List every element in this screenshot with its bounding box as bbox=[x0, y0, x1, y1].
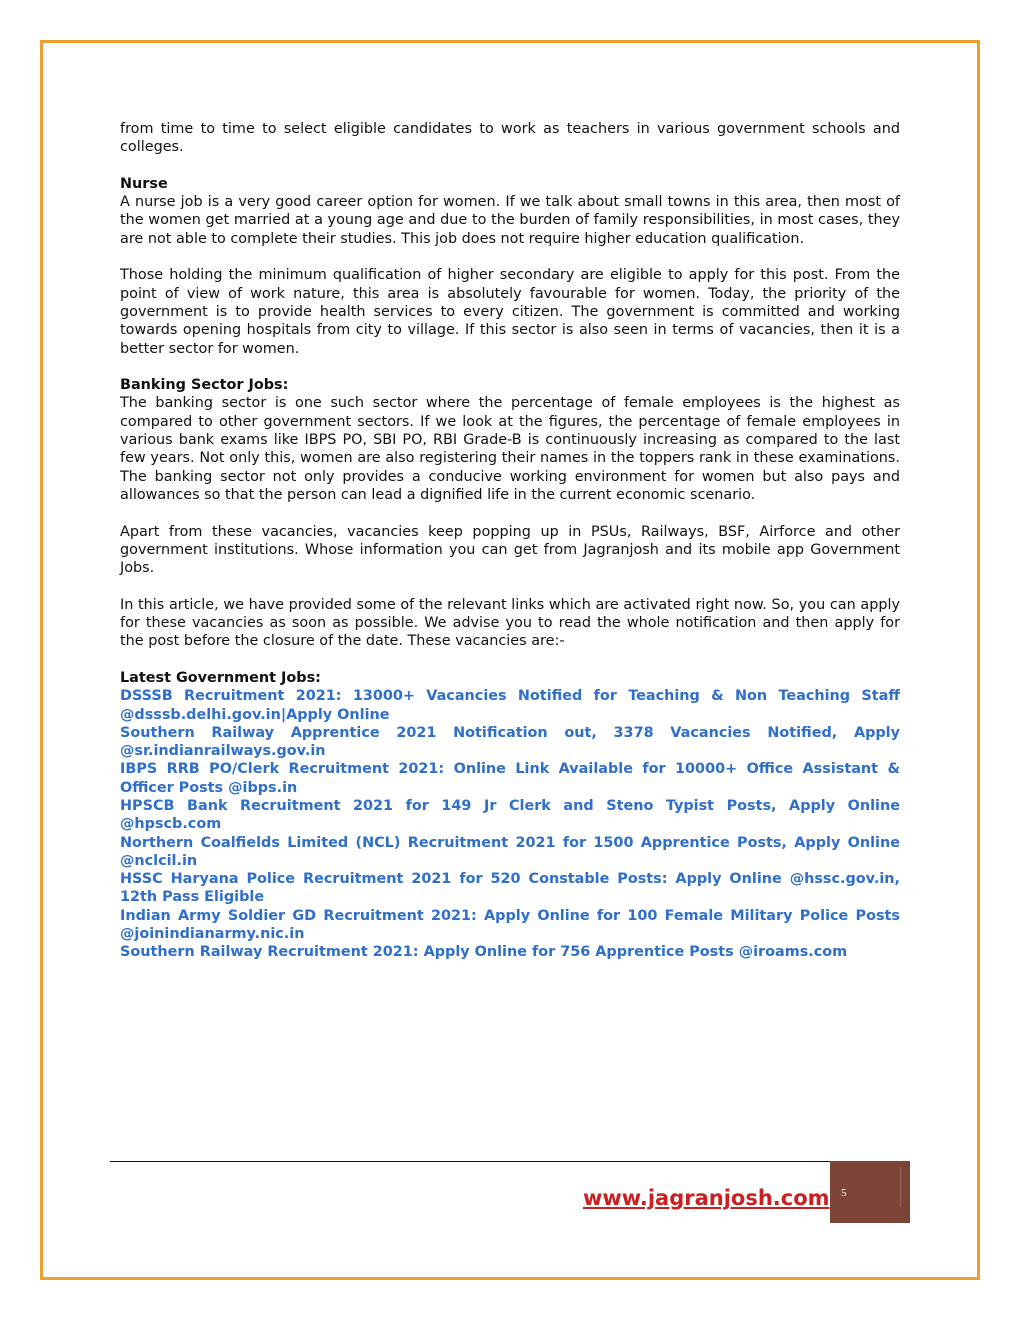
banking-heading: Banking Sector Jobs: bbox=[120, 377, 289, 394]
job-link-ibps-rrb[interactable]: IBPS RRB PO/Clerk Recruitment 2021: Online Link Available for 10000+ Office Assistant & Officer Posts @ibps.in bbox=[120, 761, 900, 796]
nurse-paragraph-1: A nurse job is a very good career option for women. If we talk about small towns in this area, then most of the women get married at a young age and due to the burden of family responsibilities, in most cases, they are not able to complete their studies. This job does not require higher education qualification. bbox=[120, 194, 900, 247]
job-link-southern-railway-recruitment[interactable]: Southern Railway Recruitment 2021: Apply Online for 756 Apprentice Posts @iroams.com bbox=[120, 944, 848, 961]
latest-jobs-list bbox=[120, 687, 900, 961]
job-link-dsssb[interactable]: DSSSB Recruitment 2021: 13000+ Vacancies Notified for Teaching & Non Teaching Staff @dsssb.delhi.gov.in|Apply Online bbox=[120, 688, 900, 723]
intro-paragraph: from time to time to select eligible candidates to work as teachers in various government schools and colleges. bbox=[120, 121, 900, 156]
latest-jobs-heading: Latest Government Jobs: bbox=[120, 669, 321, 686]
job-link-indian-army[interactable]: Indian Army Soldier GD Recruitment 2021: Apply Online for 100 Female Military Police Posts @joinindianarmy.nic.in bbox=[120, 907, 900, 943]
page-number-box bbox=[830, 1161, 910, 1223]
page-number: 5 bbox=[841, 1187, 847, 1199]
footer-site-link[interactable]: www.jagranjosh.com bbox=[583, 1186, 830, 1210]
nurse-heading: Nurse bbox=[120, 175, 168, 192]
document-body bbox=[120, 120, 900, 962]
footer-divider bbox=[110, 1161, 830, 1162]
page-box-divider bbox=[900, 1167, 901, 1207]
apart-paragraph: Apart from these vacancies, vacancies keep popping up in PSUs, Railways, BSF, Airforce and other government institutions. Whose information you can get from Jagranjosh and its mobile app Government Jobs. bbox=[120, 523, 900, 577]
job-link-hpscb[interactable]: HPSCB Bank Recruitment 2021 for 149 Jr Clerk and Steno Typist Posts, Apply Online @hpscb.com bbox=[120, 797, 900, 833]
banking-paragraph: The banking sector is one such sector where the percentage of female employees is the highest as compared to other government sectors. If we look at the figures, the percentage of female employees in various bank exams like IBPS PO, SBI PO, RBI Grade-B is continuously increasing as compared to the last few years. Not only this, women are also registering their names in the toppers rank in these examinations. The banking sector not only provides a conducive working environment for women but also pays and allowances so that the person can lead a dignified life in the current economic scenario. bbox=[120, 395, 900, 503]
nurse-paragraph-2: Those holding the minimum qualification of higher secondary are eligible to apply for this post. From the point of view of work nature, this area is absolutely favourable for women. Today, the priority of the government is to provide health services to every citizen. The government is committed and working towards opening hospitals from city to village. If this sector is also seen in terms of vacancies, then it is a better sector for women. bbox=[120, 267, 900, 357]
article-paragraph: In this article, we have provided some of the relevant links which are activated right now. So, you can apply for these vacancies as soon as possible. We advise you to read the whole notification and then apply for the post before the closure of the date. These vacancies are:- bbox=[120, 596, 900, 650]
job-link-hssc[interactable]: HSSC Haryana Police Recruitment 2021 for 520 Constable Posts: Apply Online @hssc.gov.in, 12th Pass Eligible bbox=[120, 871, 900, 906]
job-link-ncl[interactable]: Northern Coalfields Limited (NCL) Recruitment 2021 for 1500 Apprentice Posts, Apply Online @nclcil.in bbox=[120, 834, 900, 869]
job-link-southern-railway-apprentice[interactable]: Southern Railway Apprentice 2021 Notification out, 3378 Vacancies Notified, Apply @sr.indianrailways.gov.in bbox=[120, 724, 900, 760]
